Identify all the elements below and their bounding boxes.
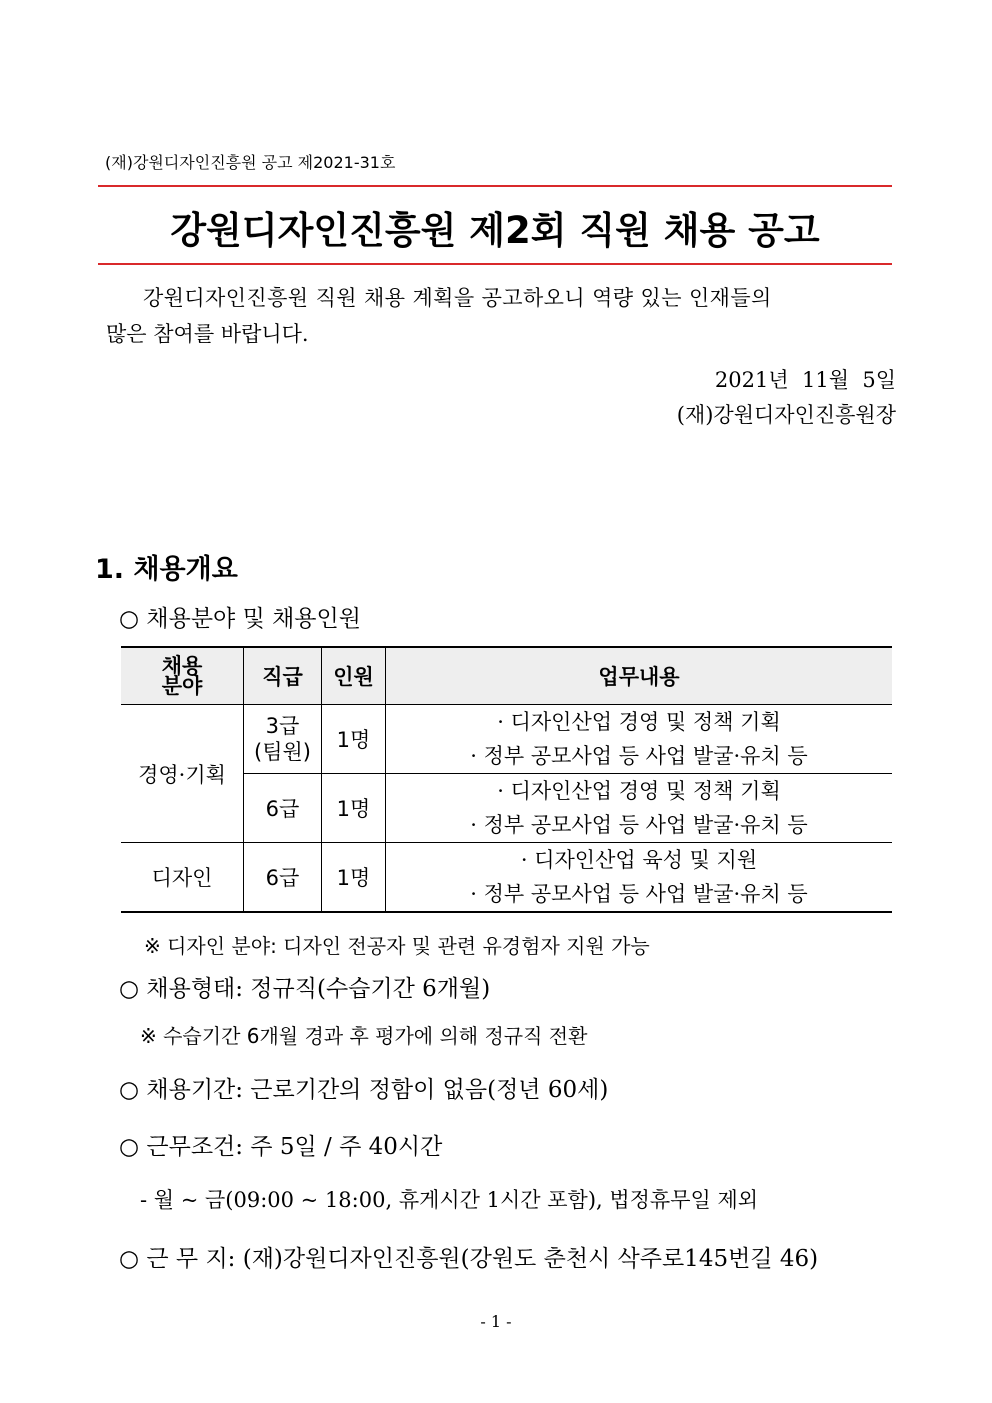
work-conditions: ○ 근무조건: 주 5일 / 주 40시간 xyxy=(119,1134,443,1160)
duty-item: · 정부 공모사업 등 사업 발굴·유치 등 xyxy=(470,882,808,906)
duty-item: · 디자인산업 육성 및 지원 xyxy=(520,848,758,872)
table-row xyxy=(121,843,892,913)
header-field-line1: 채용 xyxy=(161,654,203,678)
employment-period: ○ 채용기간: 근로기간의 정함이 없음(정년 60세) xyxy=(119,1077,609,1103)
title-top-rule xyxy=(98,185,892,187)
probation-note: ※ 수습기간 6개월 경과 후 평가에 의해 정규직 전환 xyxy=(140,1024,588,1048)
cell-duties xyxy=(386,843,893,913)
cell-count: 1명 xyxy=(322,843,386,913)
header-count: 인원 xyxy=(322,647,386,705)
notice-number: (재)강원디자인진흥원 공고 제2021-31호 xyxy=(105,153,396,172)
recruitment-table xyxy=(121,646,892,913)
section-heading: 1. 채용개요 xyxy=(95,554,238,585)
intro-line-1: 강원디자인진흥원 직원 채용 계획을 공고하오니 역량 있는 인재들의 xyxy=(143,286,772,310)
intro-line-2: 많은 참여를 바랍니다. xyxy=(106,322,309,346)
cell-count: 1명 xyxy=(322,774,386,843)
recruit-fields-label: ○ 채용분야 및 채용인원 xyxy=(119,606,361,632)
cell-grade xyxy=(244,705,322,774)
duty-item: · 디자인산업 경영 및 정책 기획 xyxy=(497,779,781,803)
workplace: ○ 근 무 지: (재)강원디자인진흥원(강원도 춘천시 삭주로145번길 46) xyxy=(119,1246,819,1272)
cell-duties xyxy=(386,774,893,843)
design-field-note: ※ 디자인 분야: 디자인 전공자 및 관련 유경험자 지원 가능 xyxy=(144,934,650,958)
cell-field-design: 디자인 xyxy=(121,843,244,913)
page-number: - 1 - xyxy=(480,1312,512,1331)
page-title: 강원디자인진흥원 제2회 직원 채용 공고 xyxy=(170,209,820,252)
announcement-date: 2021년 11월 5일 xyxy=(714,368,896,392)
header-grade: 직급 xyxy=(244,647,322,705)
title-bottom-rule xyxy=(98,263,892,265)
issuer: (재)강원디자인진흥원장 xyxy=(676,403,896,427)
table-row xyxy=(121,705,892,774)
cell-grade: 6급 xyxy=(244,843,322,913)
header-field-line2: 분야 xyxy=(161,674,203,698)
duty-item: · 디자인산업 경영 및 정책 기획 xyxy=(497,710,781,734)
work-hours: - 월 ~ 금(09:00 ~ 18:00, 휴게시간 1시간 포함), 법정휴무일 제외 xyxy=(140,1188,759,1212)
cell-field-management: 경영·기획 xyxy=(121,705,244,843)
cell-duties xyxy=(386,705,893,774)
duty-item: · 정부 공모사업 등 사업 발굴·유치 등 xyxy=(470,813,808,837)
grade-line1: 3급 xyxy=(265,714,300,738)
cell-grade: 6급 xyxy=(244,774,322,843)
grade-line2: (팀원) xyxy=(254,740,311,764)
employment-type: ○ 채용형태: 정규직(수습기간 6개월) xyxy=(119,976,491,1002)
cell-count: 1명 xyxy=(322,705,386,774)
header-duties: 업무내용 xyxy=(386,647,893,705)
header-field xyxy=(121,647,244,705)
duty-item: · 정부 공모사업 등 사업 발굴·유치 등 xyxy=(470,744,808,768)
table-header-row xyxy=(121,647,892,705)
